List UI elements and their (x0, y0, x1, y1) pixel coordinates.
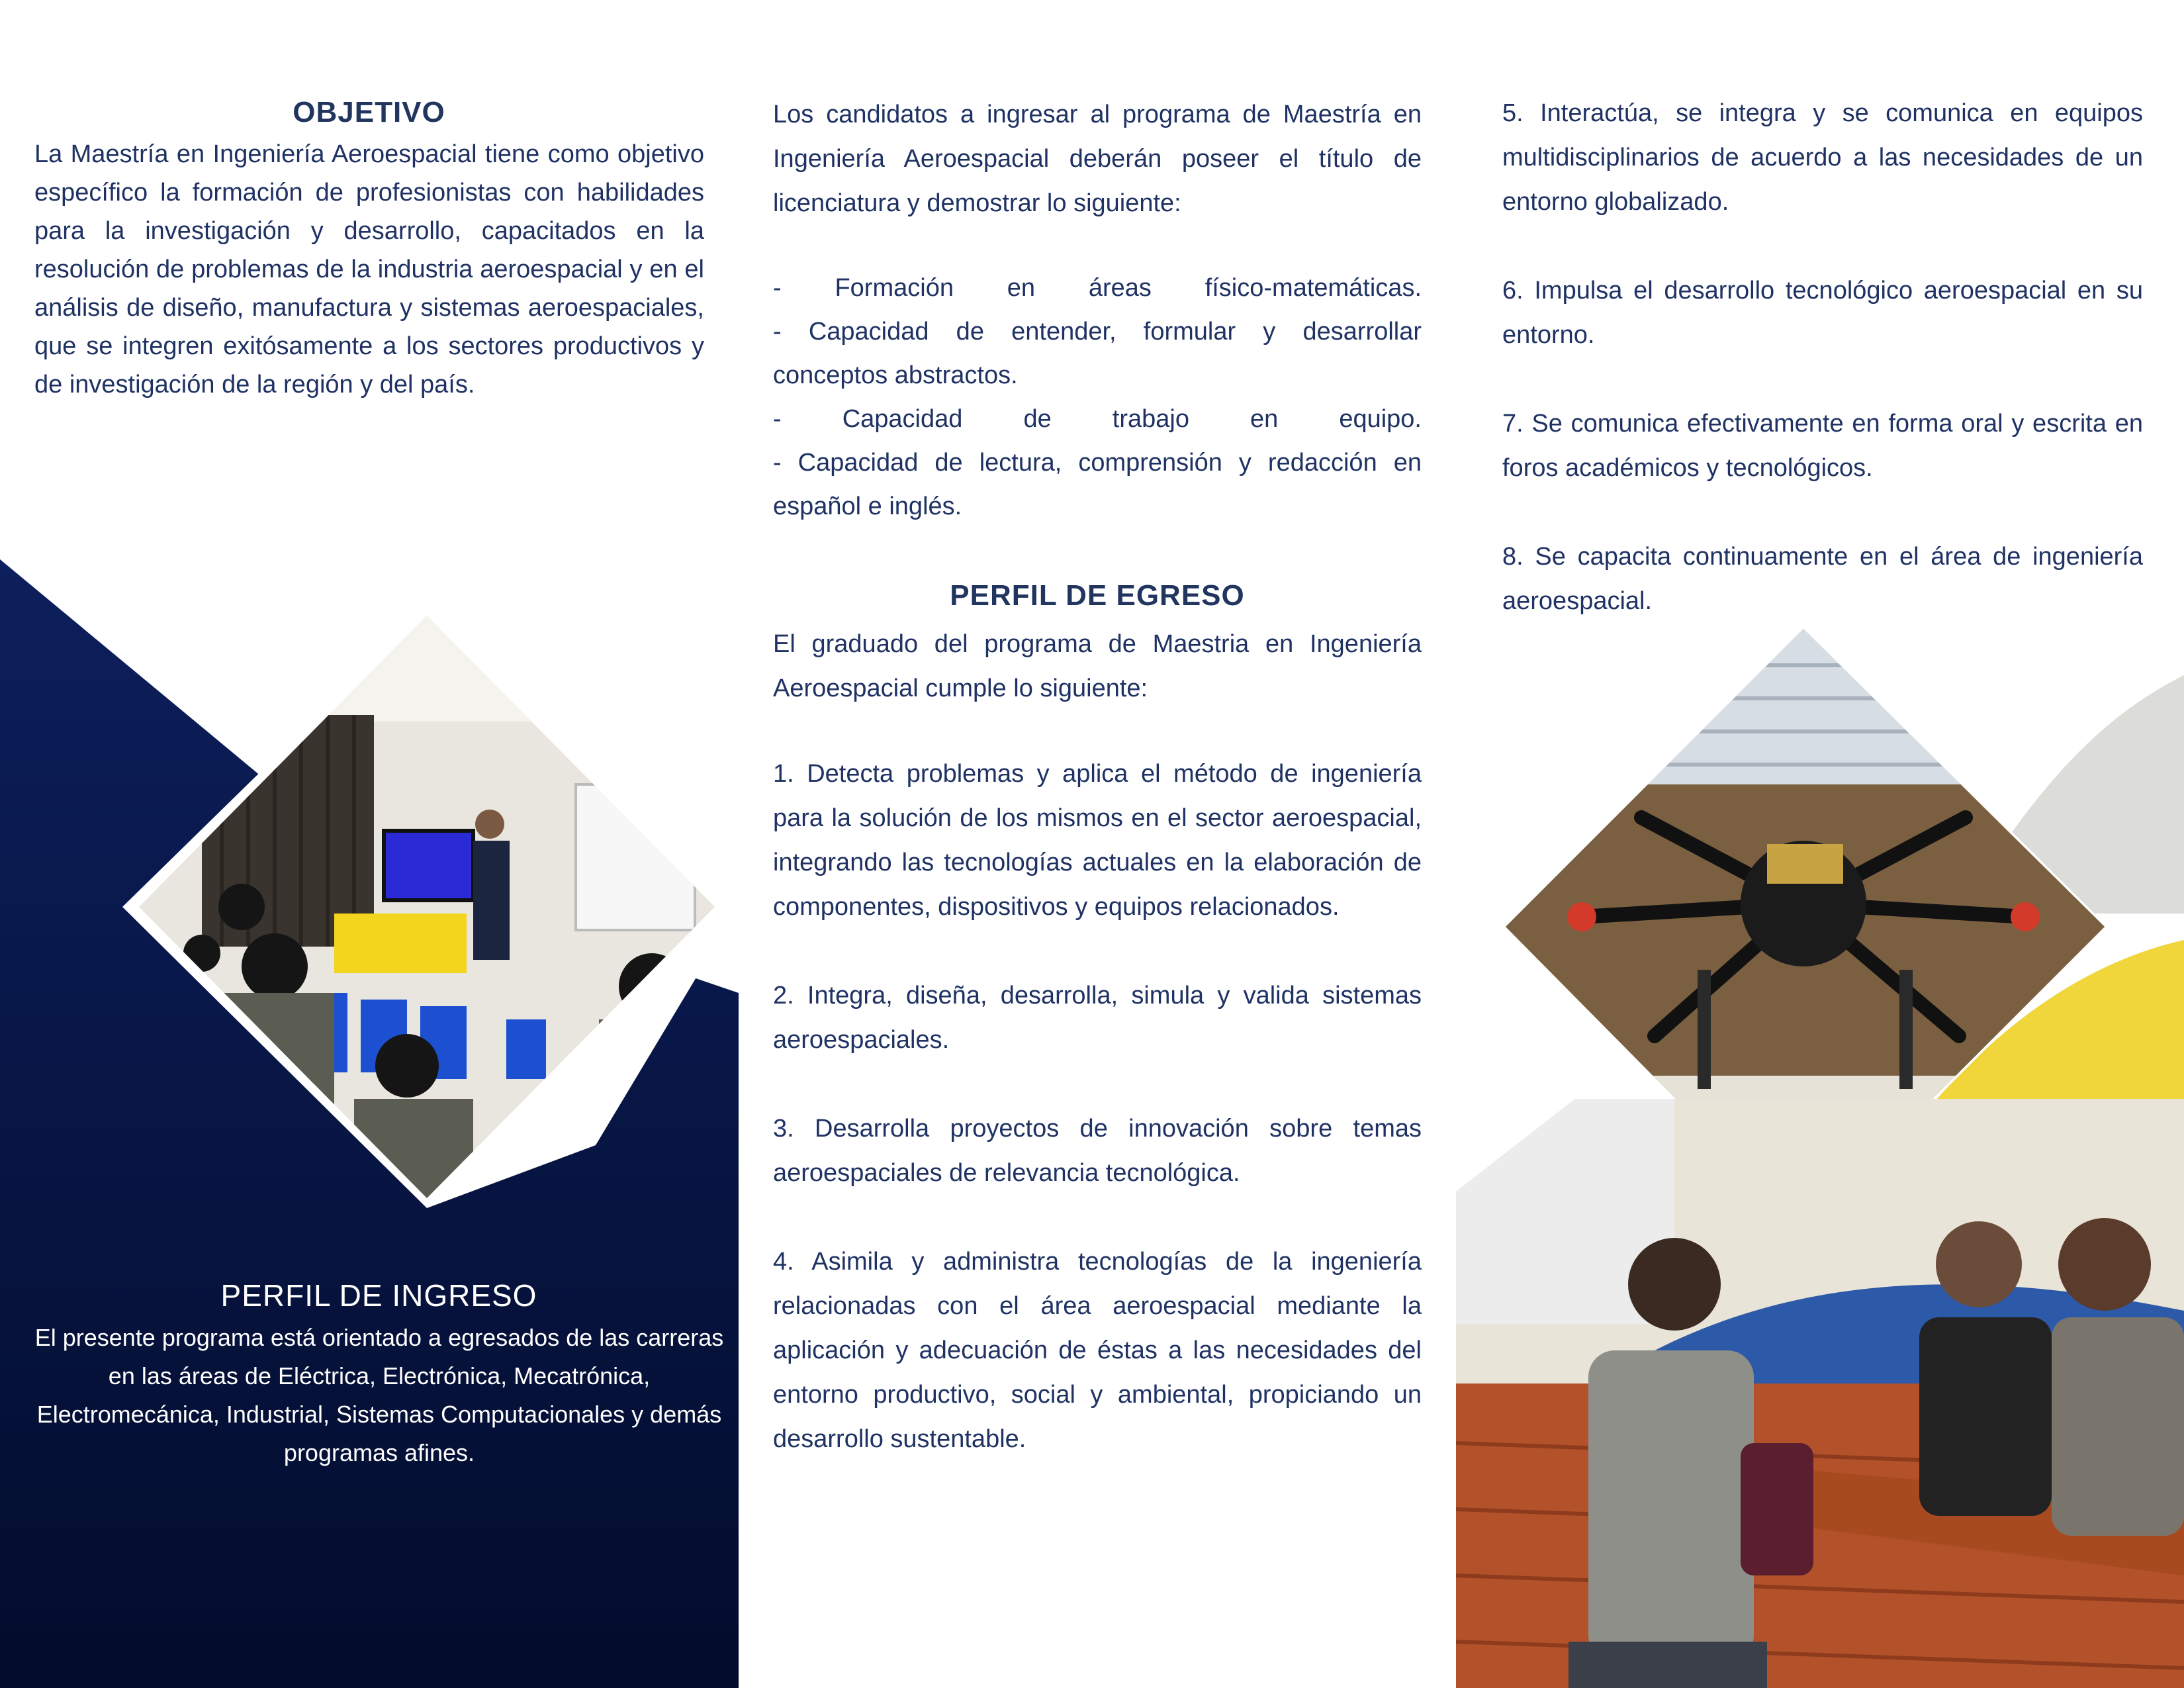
perfil-ingreso-text: El presente programa está orientado a egresados de las carreras en las áreas de Eléctrica, Electrónica, Mecatrónica, Electromecánica, Industrial, Sistemas Computacionales y demás programas afines. (34, 1324, 724, 1466)
candidatos-intro: Los candidatos a ingresar al programa de Maestría en Ingeniería Aeroespacial deberán poseer el título de licenciatura y demostrar lo siguiente: (773, 101, 1422, 217)
list-item: - Capacidad de entender, formular y desarrollar conceptos abstractos. (773, 318, 1422, 389)
list-item: 5. Interactúa, se integra y se comunica en equipos multidisciplinarios de acuerdo a las necesidades de un entorno globalizado. (1502, 99, 2143, 216)
list-item: 7. Se comunica efectivamente en forma oral y escrita en foros académicos y tecnológicos. (1502, 410, 2143, 482)
list-item: 3. Desarrolla proyectos de innovación sobre temas aeroespaciales de relevancia tecnológica. (773, 1115, 1422, 1187)
list-item: 8. Se capacita continuamente en el área de ingeniería aeroespacial. (1502, 543, 2143, 615)
list-item: 1. Detecta problemas y aplica el método de ingeniería para la solución de los mismos en el sector aeroespacial, integrando las tecnologías actuales en la elaboración de componentes, dispositivos y equipos relacionados. (773, 760, 1422, 921)
list-item: 6. Impulsa el desarrollo tecnológico aeroespacial en su entorno. (1502, 277, 2143, 349)
requirements-list (773, 266, 1422, 528)
students-classroom-photo (1456, 1099, 2184, 1688)
objetivo-text: La Maestría en Ingeniería Aeroespacial tiene como objetivo específico la formación de profesionistas con habilidades para la investigación y desarrollo, capacitados en la resolución de problemas de la industria aeroespacial y en el análisis de diseño, manufactura y sistemas aeroespaciales, que se integren exitósamente a los sectores productivos y de investigación de la región y del país. (34, 140, 704, 399)
objetivo-title: OBJETIVO (293, 96, 445, 128)
perfil-ingreso-title: PERFIL DE INGRESO (220, 1278, 537, 1313)
perfil-egreso-title: PERFIL DE EGRESO (950, 579, 1245, 612)
classroom-presentation-photo (122, 609, 738, 1208)
perfil-egreso-list (773, 752, 1422, 1462)
list-item: 4. Asimila y administra tecnologías de la ingeniería relacionadas con el área aeroespacial mediante la aplicación y adecuación de éstas a las necesidades del entorno productivo, social y ambiental, propiciando un desarrollo sustentable. (773, 1248, 1422, 1453)
perfil-egreso-intro: El graduado del programa de Maestria en Ingeniería Aeroespacial cumple lo siguiente: (773, 630, 1422, 702)
list-item: 2. Integra, diseña, desarrolla, simula y valida sistemas aeroespaciales. (773, 982, 1422, 1054)
list-item: - Capacidad de lectura, comprensión y redacción en español e inglés. (773, 449, 1422, 520)
list-item: - Formación en áreas físico-matemáticas. (773, 274, 1422, 302)
list-item: - Capacidad de trabajo en equipo. (773, 405, 1422, 433)
perfil-egreso-list-continued (1502, 91, 2143, 624)
